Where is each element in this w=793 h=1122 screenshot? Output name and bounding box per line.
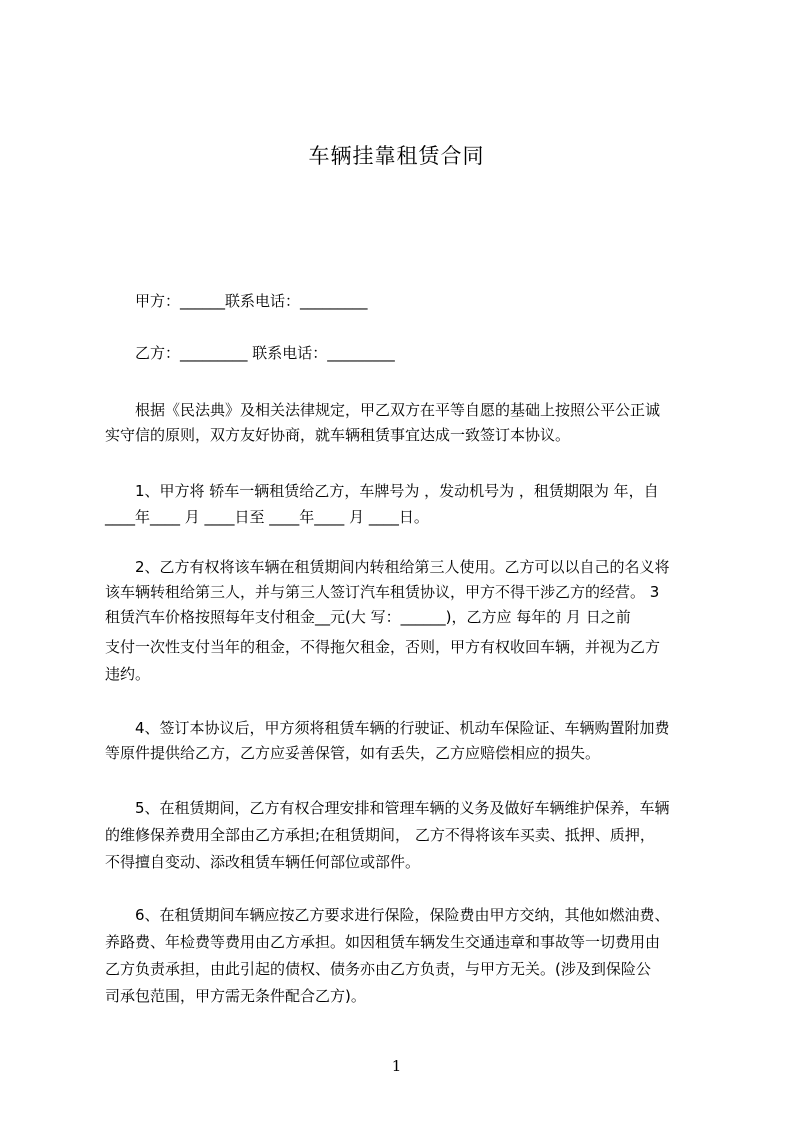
clause-6-line-1: 6、在租赁期间车辆应按乙方要求进行保险，保险费由甲方交纳，其他如燃油费、 xyxy=(135,906,670,924)
clause-5-line-3: 不得擅自变动、添改租赁车辆任何部位或部件。 xyxy=(105,853,421,871)
clause-1-line-1: 1、甲方将 轿车一辆租赁给乙方，车牌号为 ，发动机号为 ，租赁期限为 年，自 xyxy=(135,482,659,500)
clause-2-line-1: 2、乙方有权将该车辆在租赁期间内转租给第三人使用。乙方可以以自己的名义将 xyxy=(135,558,670,576)
clause-3-line-2: 支付一次性支付当年的租金，不得拖欠租金，否则，甲方有权收回车辆，并视为乙方 xyxy=(105,638,661,656)
page-number: 1 xyxy=(391,1057,402,1075)
intro-paragraph-line-2: 实守信的原则，双方友好协商，就车辆租赁事宜达成一致签订本协议。 xyxy=(105,426,571,444)
clause-5-line-2: 的维修保养费用全部由乙方承担;在租赁期间， 乙方不得将该车买卖、抵押、质押， xyxy=(105,826,655,844)
intro-paragraph-line-1: 根据《民法典》及相关法律规定，甲乙双方在平等自愿的基础上按照公平公正诚 xyxy=(135,401,661,419)
clause-3-line-1: 租赁汽车价格按照每年支付租金__元(大 写：______)，乙方应 每年的 月 日之前 xyxy=(105,608,631,626)
clause-3-line-3: 违约。 xyxy=(105,665,151,683)
clause-4-line-1: 4、签订本协议后，甲方须将租赁车辆的行驶证、机动车保险证、车辆购置附加费 xyxy=(135,719,670,737)
party-a-line: 甲方：______联系电话：_________ xyxy=(135,292,368,310)
clause-6-line-2: 养路费、年检费等费用由乙方承担。如因租赁车辆发生交通违章和事故等一切费用由 xyxy=(105,933,661,951)
clause-4-line-2: 等原件提供给乙方，乙方应妥善保管，如有丢失，乙方应赔偿相应的损失。 xyxy=(105,744,601,762)
clause-6-line-4: 司承包范围，甲方需无条件配合乙方)。 xyxy=(105,987,366,1005)
clause-2-line-2: 该车辆转租给第三人，并与第三人签订汽车租赁协议，甲方不得干涉乙方的经营。 3 xyxy=(105,583,660,601)
party-b-line: 乙方：_________ 联系电话：_________ xyxy=(135,344,395,362)
clause-6-line-3: 乙方负责承担，由此引起的债权、债务亦由乙方负责，与甲方无关。(涉及到保险公 xyxy=(105,960,651,978)
clause-1-line-2: ____年____ 月 ____日至 ____年____ 月 ____日。 xyxy=(105,508,429,526)
clause-5-line-1: 5、在租赁期间，乙方有权合理安排和管理车辆的义务及做好车辆维护保养，车辆 xyxy=(135,799,670,817)
document-title: 车辆挂靠租赁合同 xyxy=(308,144,485,168)
